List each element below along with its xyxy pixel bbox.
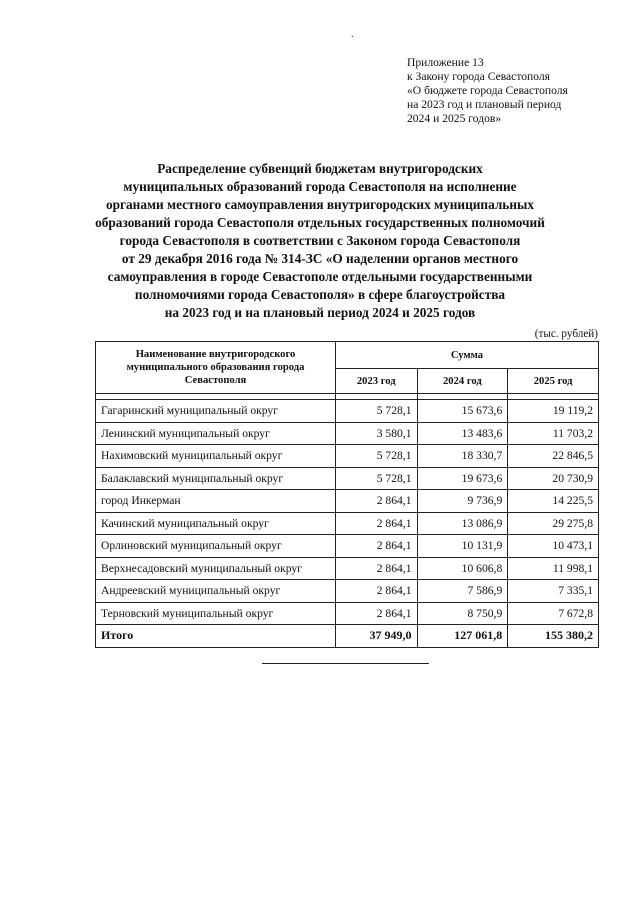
table-row [96, 557, 599, 580]
subvention-table [95, 341, 599, 648]
value-2024: 10 131,9 [417, 535, 508, 558]
table-row [96, 512, 599, 535]
value-2025: 7 335,1 [508, 580, 599, 603]
table-row [96, 467, 599, 490]
district-name: Орлиновский муниципальный округ [96, 535, 336, 558]
district-name: Ленинский муниципальный округ [96, 422, 336, 445]
header-year-2023: 2023 год [336, 369, 418, 394]
table-row [96, 535, 599, 558]
header-year-2025: 2025 год [508, 369, 599, 394]
title-line: на 2023 год и на плановый период 2024 и 2025 годов [164, 305, 476, 320]
value-2024: 15 673,6 [417, 400, 508, 423]
header-year-2024: 2024 год [417, 369, 508, 394]
closing-rule [262, 663, 429, 664]
value-2023: 2 864,1 [336, 490, 418, 513]
value-2023: 5 728,1 [336, 400, 418, 423]
value-2024: 18 330,7 [417, 445, 508, 468]
value-2024: 10 606,8 [417, 557, 508, 580]
district-name: Терновский муниципальный округ [96, 602, 336, 625]
title-line: Распределение субвенций бюджетам внутригородских [157, 161, 483, 176]
value-2023: 5 728,1 [336, 467, 418, 490]
district-name: Нахимовский муниципальный округ [96, 445, 336, 468]
table-row [96, 490, 599, 513]
value-2023: 2 864,1 [336, 557, 418, 580]
title-line: города Севастополя в соответствии с Законом города Севастополя [119, 233, 521, 248]
table-row [96, 445, 599, 468]
value-2023: 2 864,1 [336, 580, 418, 603]
value-2024: 7 586,9 [417, 580, 508, 603]
value-2023: 37 949,0 [336, 625, 418, 648]
appendix-line: «О бюджете города Севастополя [407, 84, 568, 97]
appendix-line: Приложение 13 [407, 56, 484, 69]
total-row [96, 625, 599, 648]
title-line: самоуправления в городе Севастополе отдельными государственными [107, 269, 533, 284]
value-2025: 22 846,5 [508, 445, 599, 468]
value-2023: 2 864,1 [336, 535, 418, 558]
value-2024: 9 736,9 [417, 490, 508, 513]
table-row [96, 422, 599, 445]
district-name: Качинский муниципальный округ [96, 512, 336, 535]
stray-mark: . [351, 29, 354, 40]
value-2023: 5 728,1 [336, 445, 418, 468]
appendix-line: 2024 и 2025 годов» [407, 112, 502, 125]
value-2023: 3 580,1 [336, 422, 418, 445]
table-row [96, 400, 599, 423]
title-line: полномочиями города Севастополя» в сфере благоустройства [134, 287, 506, 302]
district-name: Итого [96, 625, 336, 648]
value-2025: 11 998,1 [508, 557, 599, 580]
table-row [96, 580, 599, 603]
value-2024: 19 673,6 [417, 467, 508, 490]
title-line: от 29 декабря 2016 года № 314-ЗС «О наделении органов местного [121, 251, 519, 266]
document-title [60, 160, 580, 322]
table-row [96, 602, 599, 625]
appendix-line: к Закону города Севастополя [407, 70, 551, 83]
title-line: образований города Севастополя отдельных государственных полномочий [95, 215, 545, 230]
district-name: Верхнесадовский муниципальный округ [96, 557, 336, 580]
units-label: (тыс. рублей) [534, 328, 598, 340]
title-line: органами местного самоуправления внутригородских муниципальных [105, 197, 535, 212]
header-name: Наименование внутригородского муниципального образования города Севастополя [96, 342, 336, 394]
title-line: муниципальных образований города Севастополя на исполнение [123, 179, 517, 194]
value-2024: 13 483,6 [417, 422, 508, 445]
appendix-note [407, 56, 627, 126]
value-2024: 127 061,8 [417, 625, 508, 648]
value-2024: 8 750,9 [417, 602, 508, 625]
district-name: Андреевский муниципальный округ [96, 580, 336, 603]
value-2025: 19 119,2 [508, 400, 599, 423]
district-name: Гагаринский муниципальный округ [96, 400, 336, 423]
district-name: город Инкерман [96, 490, 336, 513]
value-2025: 20 730,9 [508, 467, 599, 490]
header-sum: Сумма [336, 342, 599, 369]
value-2025: 7 672,8 [508, 602, 599, 625]
appendix-line: на 2023 год и плановый период [407, 98, 562, 111]
value-2023: 2 864,1 [336, 512, 418, 535]
district-name: Балаклавский муниципальный округ [96, 467, 336, 490]
value-2023: 2 864,1 [336, 602, 418, 625]
value-2025: 29 275,8 [508, 512, 599, 535]
value-2024: 13 086,9 [417, 512, 508, 535]
value-2025: 14 225,5 [508, 490, 599, 513]
value-2025: 155 380,2 [508, 625, 599, 648]
value-2025: 11 703,2 [508, 422, 599, 445]
value-2025: 10 473,1 [508, 535, 599, 558]
